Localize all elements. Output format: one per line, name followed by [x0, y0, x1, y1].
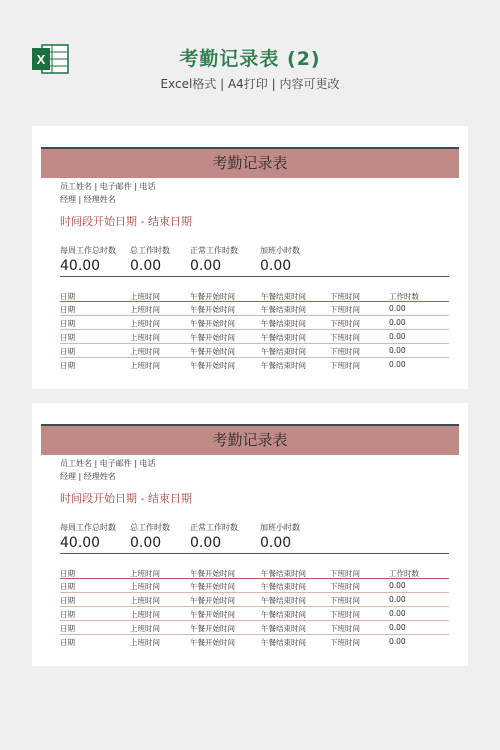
column-header: 午餐开始时间 [190, 569, 235, 578]
stat-label: 加班小时数 [260, 523, 300, 532]
excel-icon-letter: X [36, 52, 46, 67]
table-cell: 上班时间 [130, 596, 160, 605]
table-cell: 0.00 [389, 360, 406, 369]
table-cell: 午餐结束时间 [261, 333, 306, 342]
table-header [60, 290, 449, 302]
table-cell: 下班时间 [330, 624, 360, 633]
table-cell: 日期 [60, 610, 75, 619]
table-row [60, 622, 449, 635]
table-cell: 上班时间 [130, 610, 160, 619]
stat-label: 每周工作总时数 [60, 523, 116, 532]
column-header: 下班时间 [330, 569, 360, 578]
table-cell: 0.00 [389, 304, 406, 313]
table-cell: 0.00 [389, 623, 406, 632]
table-cell: 日期 [60, 624, 75, 633]
table-cell: 午餐结束时间 [261, 638, 306, 647]
table-cell: 日期 [60, 319, 75, 328]
table-cell: 0.00 [389, 637, 406, 646]
table-cell: 午餐开始时间 [190, 596, 235, 605]
table-row [60, 636, 449, 648]
table-cell: 午餐开始时间 [190, 582, 235, 591]
column-header: 上班时间 [130, 292, 160, 301]
employee-info: 员工姓名 | 电子邮件 | 电话 [60, 459, 156, 468]
table-row [60, 345, 449, 358]
column-header: 下班时间 [330, 292, 360, 301]
table-cell: 下班时间 [330, 333, 360, 342]
page-subtitle: Excel格式 | A4打印 | 内容可更改 [160, 77, 340, 91]
column-header: 上班时间 [130, 569, 160, 578]
manager-info: 经理 | 经理姓名 [60, 472, 116, 481]
table-row [60, 331, 449, 344]
table-row [60, 580, 449, 593]
table-cell: 0.00 [389, 332, 406, 341]
sheet-title: 考勤记录表 [41, 424, 459, 455]
table-cell: 上班时间 [130, 624, 160, 633]
summary-divider [60, 276, 449, 277]
table-cell: 下班时间 [330, 638, 360, 647]
table-cell: 下班时间 [330, 596, 360, 605]
stat-value: 0.00 [260, 535, 292, 551]
table-cell: 0.00 [389, 346, 406, 355]
table-cell: 日期 [60, 347, 75, 356]
employee-info: 员工姓名 | 电子邮件 | 电话 [60, 182, 156, 191]
table-cell: 上班时间 [130, 638, 160, 647]
table-cell: 午餐结束时间 [261, 582, 306, 591]
table-cell: 午餐开始时间 [190, 624, 235, 633]
page-header [0, 0, 500, 110]
stat-value: 0.00 [260, 258, 292, 274]
table-header [60, 567, 449, 579]
table-cell: 午餐开始时间 [190, 305, 235, 314]
table-cell: 日期 [60, 638, 75, 647]
column-header: 日期 [60, 292, 75, 301]
summary-divider [60, 553, 449, 554]
period-range: 时间段开始日期 - 结束日期 [60, 215, 192, 228]
table-cell: 午餐开始时间 [190, 347, 235, 356]
stat-value: 40.00 [60, 535, 101, 551]
column-header: 日期 [60, 569, 75, 578]
stat-label: 加班小时数 [260, 246, 300, 255]
table-row [60, 317, 449, 330]
page-title: 考勤记录表 (2) [179, 48, 321, 70]
table-cell: 上班时间 [130, 305, 160, 314]
column-header: 工作时数 [389, 292, 419, 301]
column-header: 午餐结束时间 [261, 292, 306, 301]
table-cell: 下班时间 [330, 361, 360, 370]
table-cell: 下班时间 [330, 347, 360, 356]
timesheet-preview-1 [32, 126, 468, 389]
table-cell: 上班时间 [130, 347, 160, 356]
column-header: 午餐开始时间 [190, 292, 235, 301]
stat-value: 0.00 [130, 535, 162, 551]
table-cell: 上班时间 [130, 582, 160, 591]
table-cell: 下班时间 [330, 582, 360, 591]
table-cell: 午餐结束时间 [261, 319, 306, 328]
table-cell: 上班时间 [130, 333, 160, 342]
table-cell: 午餐开始时间 [190, 361, 235, 370]
stat-label: 正常工作时数 [190, 523, 238, 532]
table-cell: 午餐结束时间 [261, 596, 306, 605]
period-range: 时间段开始日期 - 结束日期 [60, 492, 192, 505]
table-cell: 午餐结束时间 [261, 610, 306, 619]
table-cell: 0.00 [389, 581, 406, 590]
table-cell: 午餐开始时间 [190, 610, 235, 619]
table-row [60, 359, 449, 371]
table-cell: 下班时间 [330, 610, 360, 619]
table-cell: 午餐结束时间 [261, 347, 306, 356]
table-cell: 日期 [60, 361, 75, 370]
table-cell: 下班时间 [330, 305, 360, 314]
stat-value: 0.00 [130, 258, 162, 274]
stat-label: 正常工作时数 [190, 246, 238, 255]
table-cell: 0.00 [389, 609, 406, 618]
table-cell: 下班时间 [330, 319, 360, 328]
sheet-title: 考勤记录表 [41, 147, 459, 178]
table-cell: 0.00 [389, 318, 406, 327]
table-cell: 午餐结束时间 [261, 624, 306, 633]
table-row [60, 303, 449, 316]
column-header: 工作时数 [389, 569, 419, 578]
table-cell: 日期 [60, 582, 75, 591]
table-cell: 0.00 [389, 595, 406, 604]
stat-value: 0.00 [190, 535, 222, 551]
table-cell: 午餐开始时间 [190, 319, 235, 328]
manager-info: 经理 | 经理姓名 [60, 195, 116, 204]
timesheet-preview-2 [32, 403, 468, 666]
stat-value: 0.00 [190, 258, 222, 274]
table-cell: 午餐结束时间 [261, 361, 306, 370]
table-row [60, 594, 449, 607]
table-cell: 午餐结束时间 [261, 305, 306, 314]
table-cell: 日期 [60, 333, 75, 342]
table-cell: 上班时间 [130, 319, 160, 328]
table-cell: 午餐开始时间 [190, 638, 235, 647]
table-cell: 午餐开始时间 [190, 333, 235, 342]
stat-label: 总工作时数 [130, 523, 170, 532]
stat-value: 40.00 [60, 258, 101, 274]
table-cell: 日期 [60, 596, 75, 605]
table-row [60, 608, 449, 621]
stat-label: 每周工作总时数 [60, 246, 116, 255]
table-cell: 日期 [60, 305, 75, 314]
table-cell: 上班时间 [130, 361, 160, 370]
stat-label: 总工作时数 [130, 246, 170, 255]
column-header: 午餐结束时间 [261, 569, 306, 578]
